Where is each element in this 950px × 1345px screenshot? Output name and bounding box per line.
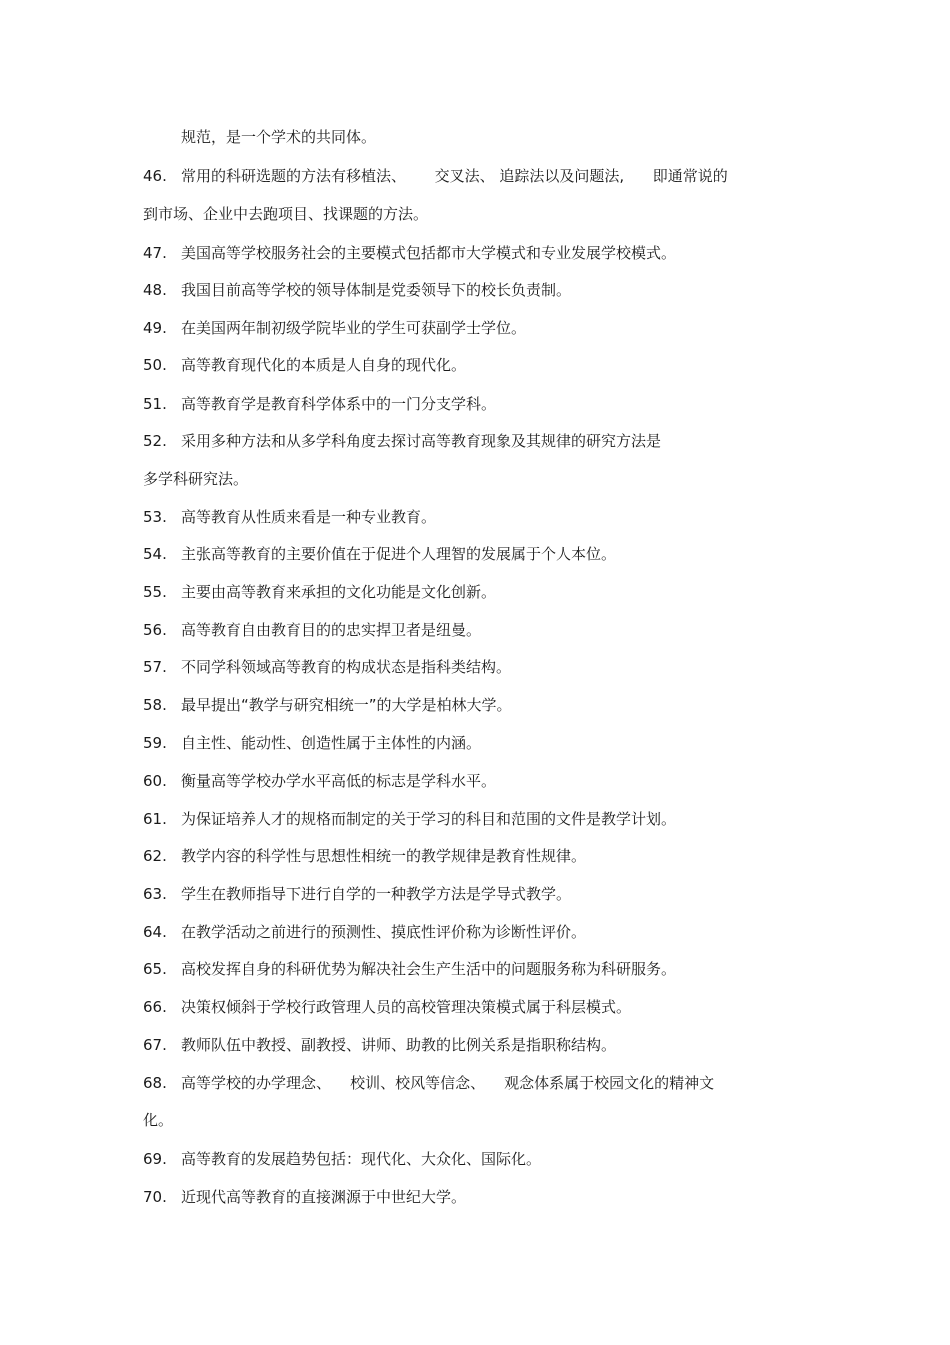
item-text: 规范，是一个学术的共同体。 (181, 128, 377, 146)
text-line (143, 620, 481, 640)
text-line (143, 243, 676, 263)
item-text: 教学内容的科学性与思想性相统一的教学规律是教育性规律。 (181, 847, 587, 865)
text-line (143, 166, 728, 186)
text-line (143, 355, 466, 375)
item-text: 多学科研究法。 (143, 470, 249, 488)
text-line (143, 695, 512, 715)
text-line (143, 431, 661, 451)
text-line (143, 280, 571, 300)
item-text: 化。 (143, 1111, 174, 1129)
item-text: 常用的科研选题的方法有移植法、 交叉法、 追踪法以及问题法, 即通常说的 (181, 167, 728, 185)
item-text: 高等教育现代化的本质是人自身的现代化。 (181, 356, 467, 374)
text-line (143, 884, 571, 904)
item-number: 68. (143, 1074, 167, 1092)
item-text: 主要由高等教育来承担的文化功能是文化创新。 (181, 583, 497, 601)
text-line (143, 1187, 466, 1207)
item-number: 46. (143, 167, 167, 185)
text-line (143, 544, 616, 564)
item-text: 最早提出“教学与研究相统一”的大学是柏林大学。 (181, 696, 512, 714)
item-number: 67. (143, 1036, 167, 1054)
item-text: 衡量高等学校办学水平高低的标志是学科水平。 (181, 772, 497, 790)
item-number: 49. (143, 319, 167, 337)
item-text: 主张高等教育的主要价值在于促进个人理智的发展属于个人本位。 (181, 545, 617, 563)
item-text: 高校发挥自身的科研优势为解决社会生产生活中的问题服务称为科研服务。 (181, 960, 677, 978)
item-number: 48. (143, 281, 167, 299)
item-number: 51. (143, 395, 167, 413)
item-text: 高等教育学是教育科学体系中的一门分支学科。 (181, 395, 497, 413)
text-line (143, 922, 586, 942)
text-line (143, 959, 676, 979)
item-text: 在美国两年制初级学院毕业的学生可获副学士学位。 (181, 319, 527, 337)
item-number: 58. (143, 696, 167, 714)
text-line (143, 318, 526, 338)
item-number: 61. (143, 810, 167, 828)
item-text: 教师队伍中教授、副教授、讲师、助教的比例关系是指职称结构。 (181, 1036, 617, 1054)
item-number: 56. (143, 621, 167, 639)
item-number: 64. (143, 923, 167, 941)
text-line (143, 1073, 714, 1093)
item-text: 美国高等学校服务社会的主要模式包括都市大学模式和专业发展学校模式。 (181, 244, 677, 262)
text-line (143, 1110, 173, 1130)
text-line (143, 997, 631, 1017)
item-text: 在教学活动之前进行的预测性、摸底性评价称为诊断性评价。 (181, 923, 587, 941)
item-number: 62. (143, 847, 167, 865)
item-number: 66. (143, 998, 167, 1016)
item-number: 57. (143, 658, 167, 676)
text-line (143, 771, 496, 791)
item-text: 不同学科领域高等教育的构成状态是指科类结构。 (181, 658, 512, 676)
item-number: 47. (143, 244, 167, 262)
item-text: 决策权倾斜于学校行政管理人员的高校管理决策模式属于科层模式。 (181, 998, 632, 1016)
text-line (143, 809, 676, 829)
item-number: 63. (143, 885, 167, 903)
item-number: 54. (143, 545, 167, 563)
text-line (143, 507, 436, 527)
text-line (143, 1035, 616, 1055)
text-line (143, 394, 496, 414)
item-number: 50. (143, 356, 167, 374)
item-number: 70. (143, 1188, 167, 1206)
text-line (143, 582, 496, 602)
item-number: 60. (143, 772, 167, 790)
text-line (143, 127, 376, 147)
item-text: 采用多种方法和从多学科角度去探讨高等教育现象及其规律的研究方法是 (181, 432, 662, 450)
text-line (143, 469, 248, 489)
item-number: 53. (143, 508, 167, 526)
item-text: 高等教育的发展趋势包括：现代化、大众化、国际化。 (181, 1150, 542, 1168)
text-line (143, 733, 481, 753)
item-text: 我国目前高等学校的领导体制是党委领导下的校长负责制。 (181, 281, 572, 299)
item-text: 到市场、企业中去跑项目、找课题的方法。 (143, 205, 429, 223)
item-number: 55. (143, 583, 167, 601)
item-number: 69. (143, 1150, 167, 1168)
item-text: 自主性、能动性、创造性属于主体性的内涵。 (181, 734, 482, 752)
text-line (143, 204, 428, 224)
text-line (143, 657, 511, 677)
item-number: 65. (143, 960, 167, 978)
item-text: 近现代高等教育的直接渊源于中世纪大学。 (181, 1188, 467, 1206)
item-number: 52. (143, 432, 167, 450)
item-text: 高等学校的办学理念、 校训、校风等信念、 观念体系属于校园文化的精神文 (181, 1074, 715, 1092)
text-line (143, 846, 586, 866)
item-text: 为保证培养人才的规格而制定的关于学习的科目和范围的文件是教学计划。 (181, 810, 677, 828)
item-text: 学生在教师指导下进行自学的一种教学方法是学导式教学。 (181, 885, 572, 903)
item-text: 高等教育从性质来看是一种专业教育。 (181, 508, 437, 526)
text-line (143, 1149, 541, 1169)
item-number: 59. (143, 734, 167, 752)
item-text: 高等教育自由教育目的的忠实捍卫者是纽曼。 (181, 621, 482, 639)
